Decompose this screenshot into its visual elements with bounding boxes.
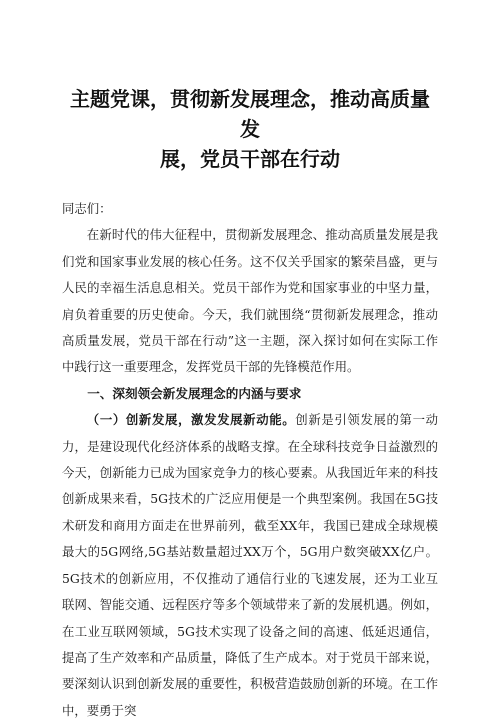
subsection-body-1: 创新是引领发展的第一动力，是建设现代化经济体系的战略支撑。在全球科技竞争日益激烈的今天，创新能力已成为国家竞争力的核心要素。从我国近年来的科技创新成果来看，5G技术的广泛应用便是一个典型案例。我国在5G技术研发和商用方面走在世界前列，截至XX年，我国已建成全球规模最大的5G网络,5G基站数量超过XX万个，5G用户数突破XX亿户。5G技术的创新应用，不仅推动了通信行业的飞速发展，还为工业互联网、智能交通、远程医疗等多个领域带来了新的发展机遇。例如，在工业互联网领域，5G技术实现了设备之间的高速、低延迟通信，提高了生产效率和产品质量，降低了生产成本。对于党员干部来说，要深刻认识到创新发展的重要性，积极营造鼓励创新的环境。在工作中，要勇于突 bbox=[62, 412, 438, 718]
title-line-2: 展，党员干部在行动 bbox=[160, 147, 340, 171]
subsection-heading-1: （一）创新发展，激发发展新动能。 bbox=[86, 412, 296, 428]
document-body bbox=[62, 196, 438, 724]
subsection-paragraph-1 bbox=[62, 407, 438, 724]
document-title bbox=[62, 84, 438, 174]
title-line-1: 主题党课，贯彻新发展理念，推动高质量发 bbox=[70, 87, 430, 141]
salutation: 同志们： bbox=[62, 201, 112, 216]
intro-paragraph: 在新时代的伟大征程中，贯彻新发展理念、推动高质量发展是我们党和国家事业发展的核心任务。这不仅关乎国家的繁荣昌盛，更与人民的幸福生活息息相关。党员干部作为党和国家事业的中坚力量，肩负着重要的历史使命。今天，我们就围绕“贯彻新发展理念，推动高质量发展，党员干部在行动”这一主题，深入探讨如何在实际工作中践行这一重要理念，发挥党员干部的先锋模范作用。 bbox=[62, 227, 438, 375]
section-heading-1: 一、深刻领会新发展理念的内涵与要求 bbox=[87, 385, 302, 401]
